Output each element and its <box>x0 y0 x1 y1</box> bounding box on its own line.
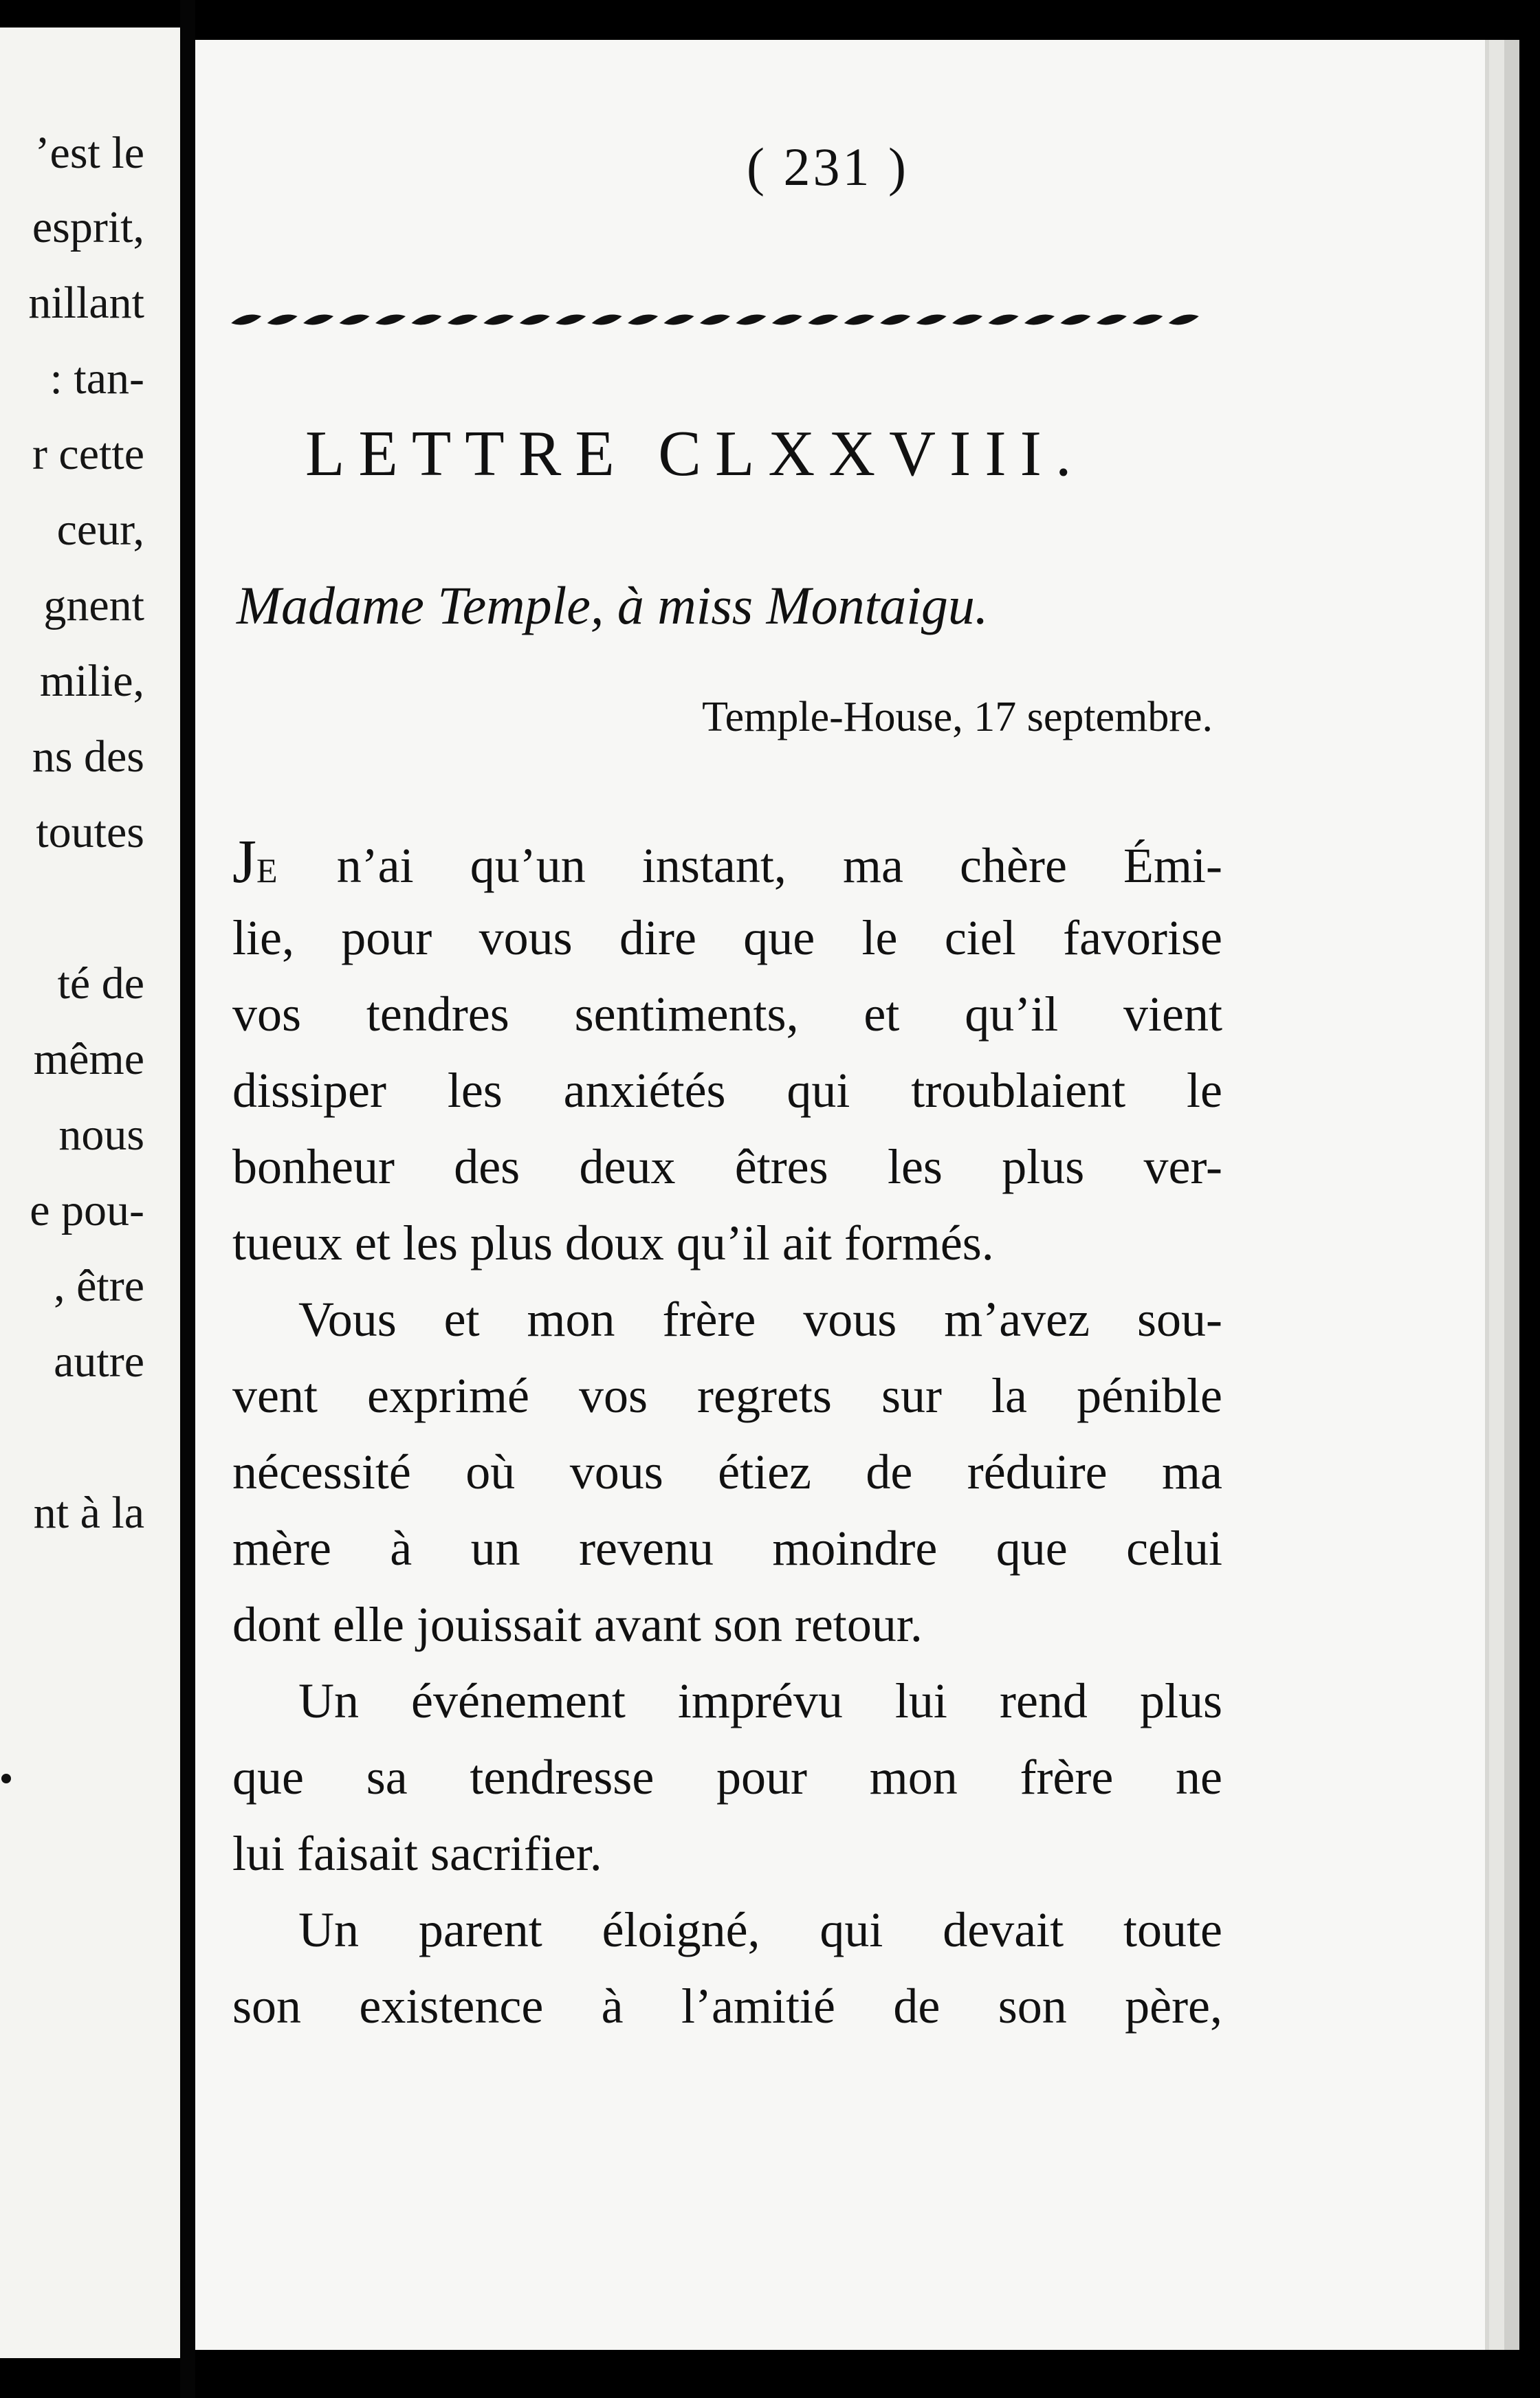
ornament-leaf <box>880 315 910 325</box>
body-line: nécessité où vous étiez de réduire ma <box>232 1444 1222 1499</box>
ornament-leaf <box>592 315 622 325</box>
left-facing-page <box>0 28 180 2358</box>
body-line: Un parent éloigné, qui devait toute <box>298 1902 1222 1957</box>
left-page-fragment: nous <box>58 1110 144 1160</box>
ornament-leaf <box>483 315 514 325</box>
body-line: dont elle jouissait avant son retour. <box>232 1597 923 1652</box>
body-line: JE n’ai qu’un instant, ma chère Émi- <box>232 828 1222 896</box>
ornament-leaf <box>700 315 730 325</box>
left-page-fragment: , être <box>54 1261 144 1311</box>
salutation: Madame Temple, à miss Montaigu. <box>236 575 989 635</box>
left-page-fragment: : tan- <box>50 353 144 404</box>
ornament-leaf <box>664 315 694 325</box>
body-line: vos tendres sentiments, et qu’il vient <box>232 987 1222 1042</box>
body-line: bonheur des deux êtres les plus ver- <box>232 1139 1222 1194</box>
dateline: Temple-House, 17 septembre. <box>702 694 1213 740</box>
drop-cap: J <box>232 828 257 896</box>
page-number: ( 231 ) <box>747 137 909 197</box>
left-page-fragment: ns des <box>32 732 144 782</box>
body-line: lie, pour vous dire que le ciel favorise <box>232 910 1222 965</box>
ornament-leaf <box>989 315 1019 325</box>
body-line: Un événement imprévu lui rend plus <box>298 1673 1222 1728</box>
small-caps: E <box>256 851 280 890</box>
left-page-fragment: esprit, <box>32 202 144 252</box>
left-page-fragment: même <box>33 1034 144 1084</box>
left-page-fragment: e pou- <box>30 1185 144 1235</box>
left-page-fragment: ’est le <box>34 128 144 178</box>
ornament-leaf <box>772 315 802 325</box>
letter-title: LETTRE CLXXVIII. <box>305 418 1086 490</box>
ornament-leaf <box>520 315 550 325</box>
left-page-fragment: r cette <box>32 429 144 479</box>
left-page-fragment: milie, <box>39 656 144 706</box>
ornament-leaf <box>375 315 406 325</box>
ornament-leaf <box>303 315 333 325</box>
letter-body <box>232 824 1222 2045</box>
ornament-leaf <box>952 315 982 325</box>
left-page-fragment: té de <box>57 958 144 1009</box>
body-line: vent exprimé vos regrets sur la pénible <box>232 1368 1222 1423</box>
body-line: Vous et mon frère vous m’avez sou- <box>298 1292 1222 1347</box>
left-page-fragment: nillant <box>28 278 144 328</box>
ink-dot <box>1 1774 11 1783</box>
book-page <box>195 40 1489 2350</box>
ornament-leaf <box>411 315 441 325</box>
ornament-leaf <box>736 315 766 325</box>
ornament-leaf <box>340 315 370 325</box>
left-page-fragment: gnent <box>43 580 144 630</box>
ornament-leaf <box>808 315 838 325</box>
ornament-leaf <box>1024 315 1055 325</box>
ornament-leaf <box>1060 315 1090 325</box>
left-page-fragment: ceur, <box>56 505 144 555</box>
body-line: dissiper les anxiétés qui troublaient le <box>232 1063 1222 1118</box>
ornament-leaf <box>628 315 658 325</box>
ornament-leaf <box>267 315 298 325</box>
ornament-leaf <box>231 315 261 325</box>
ornament-leaf <box>844 315 874 325</box>
left-page-fragment: nt à la <box>33 1488 144 1538</box>
ornamental-rule <box>228 307 1202 334</box>
ornament-leaf <box>1169 315 1199 325</box>
ornament-leaf <box>916 315 947 325</box>
book-gutter <box>180 0 195 2398</box>
body-line: que sa tendresse pour mon frère ne <box>232 1750 1222 1805</box>
ornament-leaf <box>448 315 478 325</box>
ornament-leaf <box>556 315 586 325</box>
body-line: son existence à l’amitié de son père, <box>232 1979 1222 2034</box>
ornament-leaf <box>1132 315 1163 325</box>
body-line: lui faisait sacrifier. <box>232 1826 602 1881</box>
body-line: tueux et les plus doux qu’il ait formés. <box>232 1216 994 1270</box>
ornament-leaf <box>1097 315 1127 325</box>
left-page-fragment: toutes <box>36 807 144 857</box>
left-page-fragment: autre <box>54 1336 144 1387</box>
body-line: mère à un revenu moindre que celui <box>232 1521 1222 1576</box>
